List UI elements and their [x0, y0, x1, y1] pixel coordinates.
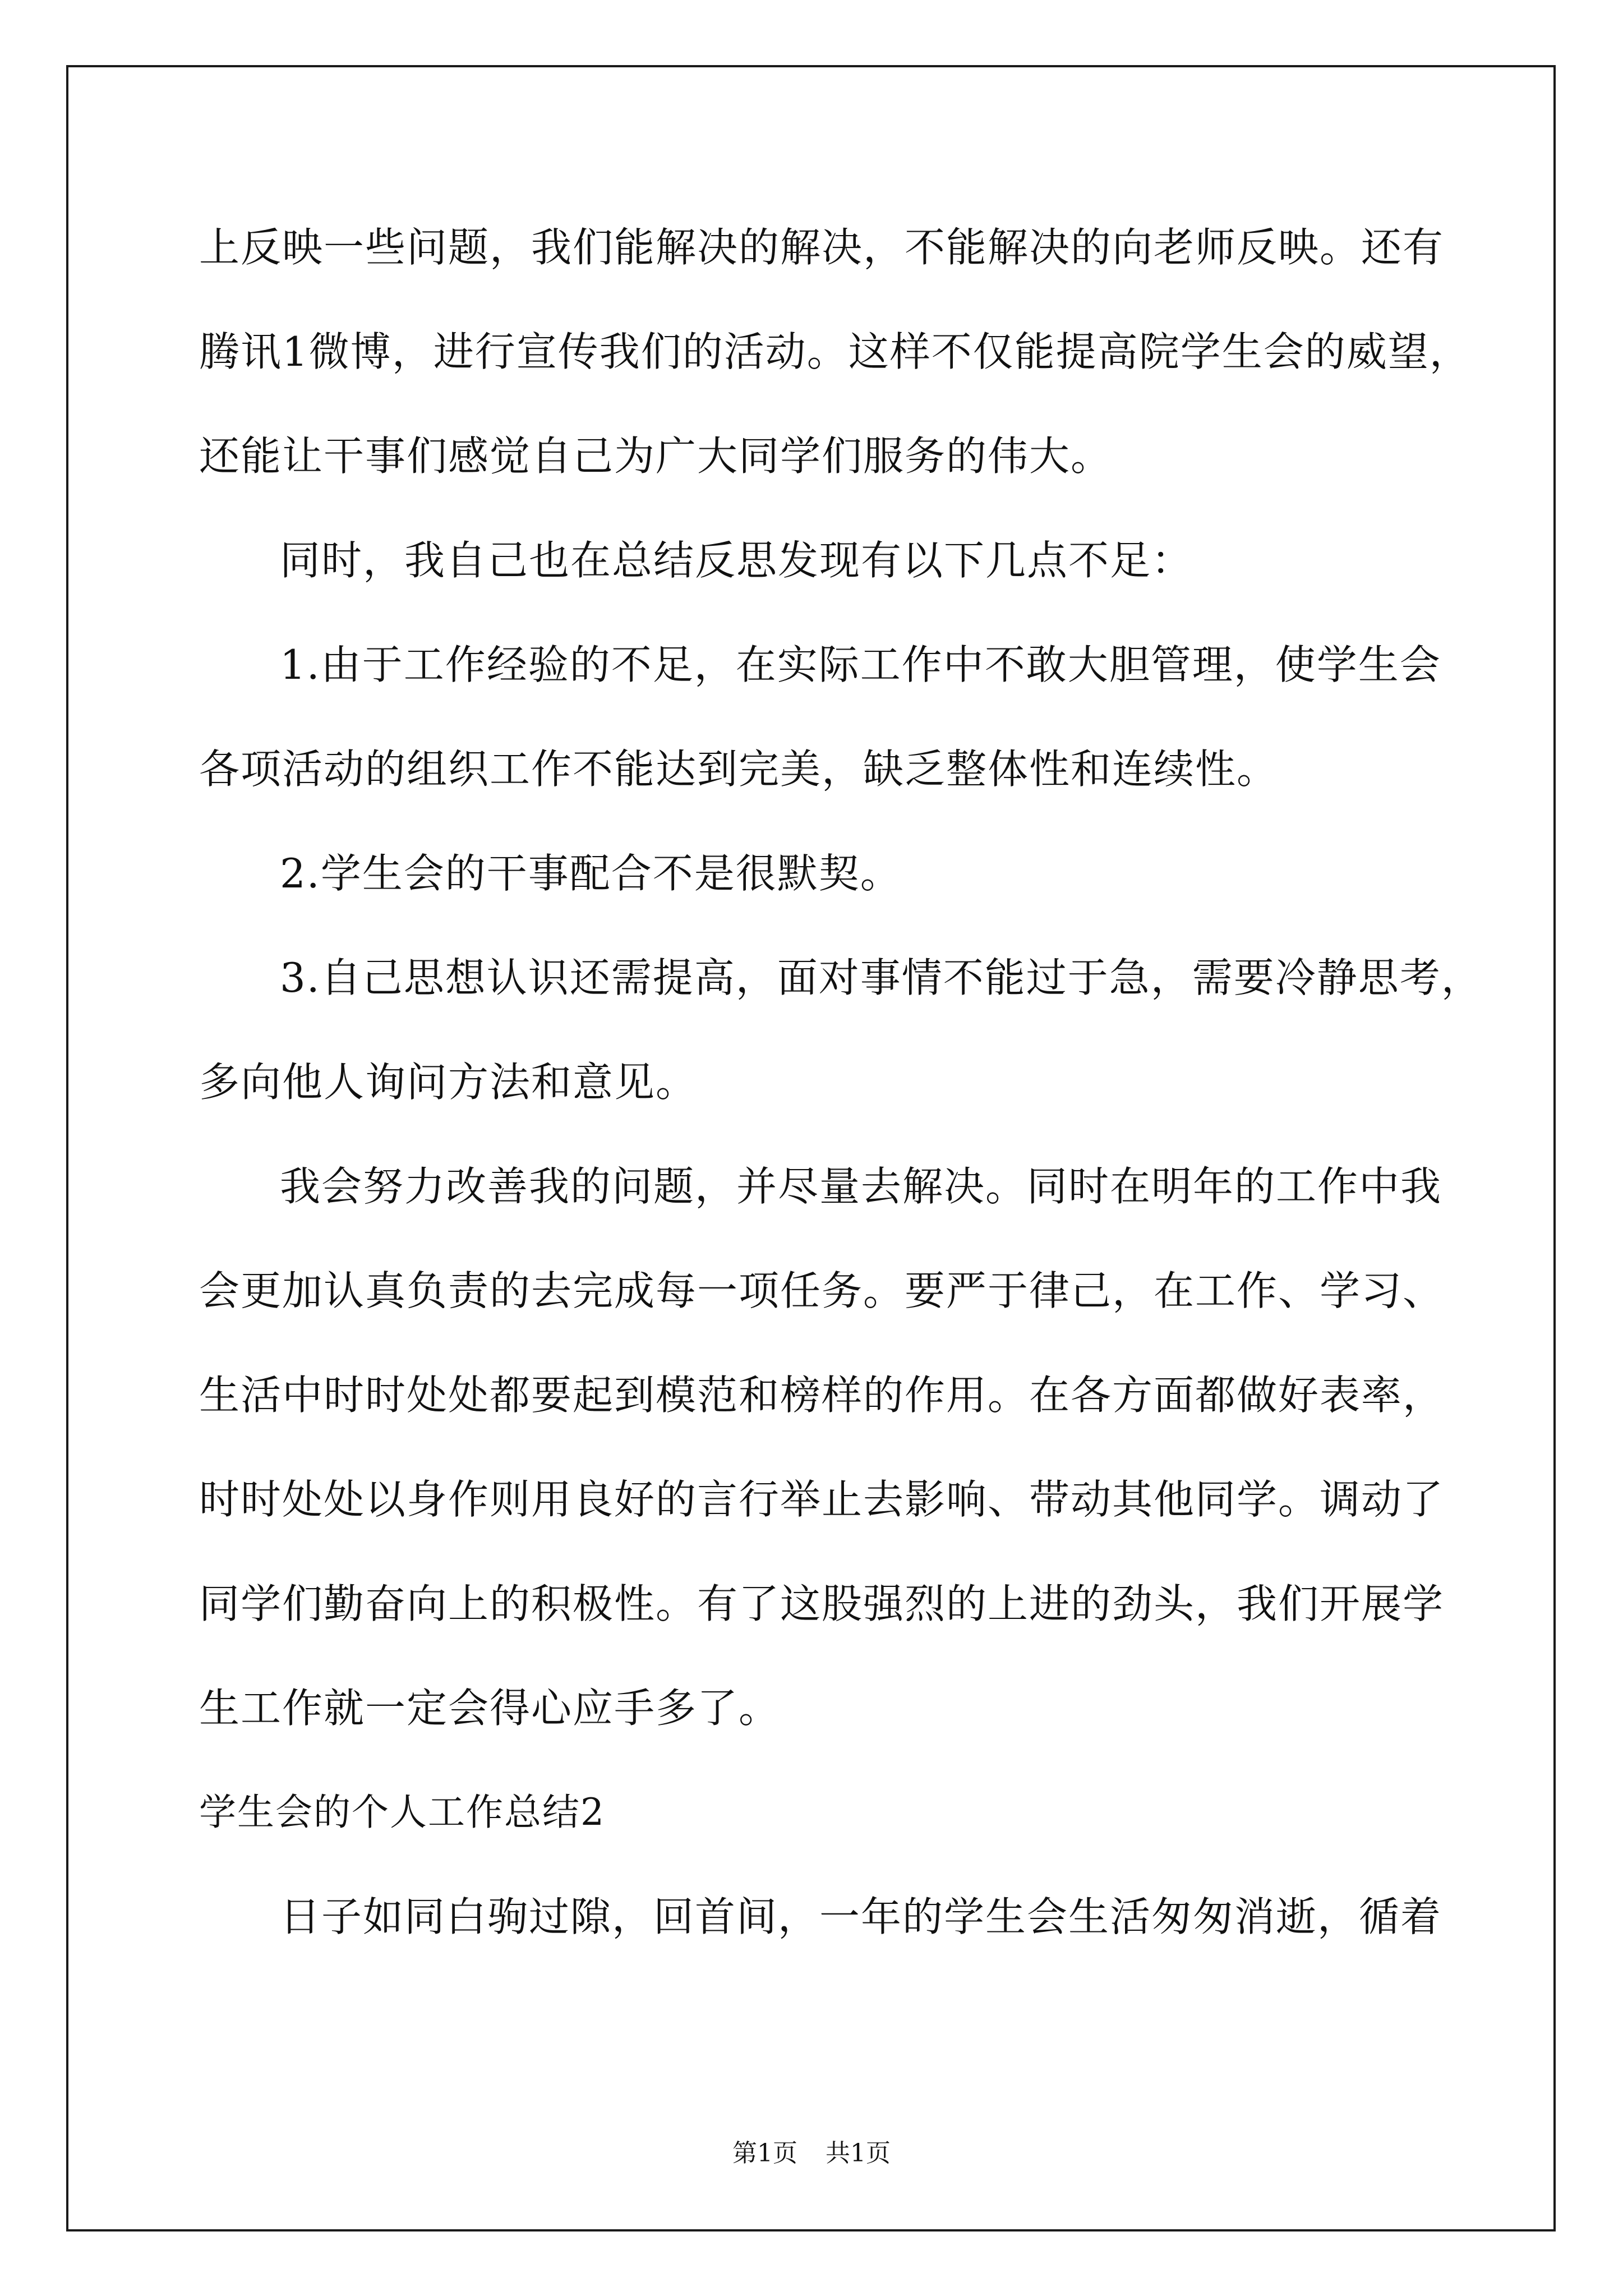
paragraph-start: 日子如同白驹过隙，回首间，一年的学生会生活匆匆消逝，循着: [280, 1893, 1442, 1940]
list-item-3: 3.自己思想认识还需提高，面对事情不能过于急，需要冷静思考，: [280, 954, 1483, 1001]
section-heading: 学生会的个人工作总结2: [199, 1791, 605, 1834]
page-number: 第1页: [732, 2139, 797, 2168]
text-line: 时时处处以身作则用良好的言行举止去影响、带动其他同学。调动了: [199, 1476, 1445, 1523]
text-line: 多向他人询问方法和意见。: [199, 1059, 698, 1106]
text-line: 各项活动的组织工作不能达到完美，缺乏整体性和连续性。: [199, 746, 1279, 793]
page-count: 共1页: [826, 2139, 891, 2168]
text-line: 生活中时时处处都要起到模范和榜样的作用。在各方面都做好表率，: [199, 1372, 1445, 1419]
text-line: 上反映一些问题，我们能解决的解决，不能解决的向老师反映。还有: [199, 224, 1445, 271]
text-line: 会更加认真负责的去完成每一项任务。要严于律己，在工作、学习、: [199, 1267, 1445, 1314]
list-item-2: 2.学生会的干事配合不是很默契。: [280, 850, 902, 897]
paragraph-start: 同时，我自己也在总结反思发现有以下几点不足：: [280, 537, 1193, 584]
text-line: 还能让干事们感觉自己为广大同学们服务的伟大。: [199, 432, 1113, 480]
text-line: 同学们勤奋向上的积极性。有了这股强烈的上进的劲头，我们开展学: [199, 1580, 1445, 1627]
text-line: 生工作就一定会得心应手多了。: [199, 1685, 781, 1732]
page-footer: [0, 2133, 1623, 2169]
text-line: 腾讯1微博，进行宣传我们的活动。这样不仅能提高院学生会的威望，: [199, 328, 1471, 375]
document-body: [199, 195, 1483, 1969]
paragraph-start: 我会努力改善我的问题，并尽量去解决。同时在明年的工作中我: [280, 1163, 1442, 1210]
list-item-1: 1.由于工作经验的不足，在实际工作中不敢大胆管理，使学生会: [280, 641, 1441, 688]
